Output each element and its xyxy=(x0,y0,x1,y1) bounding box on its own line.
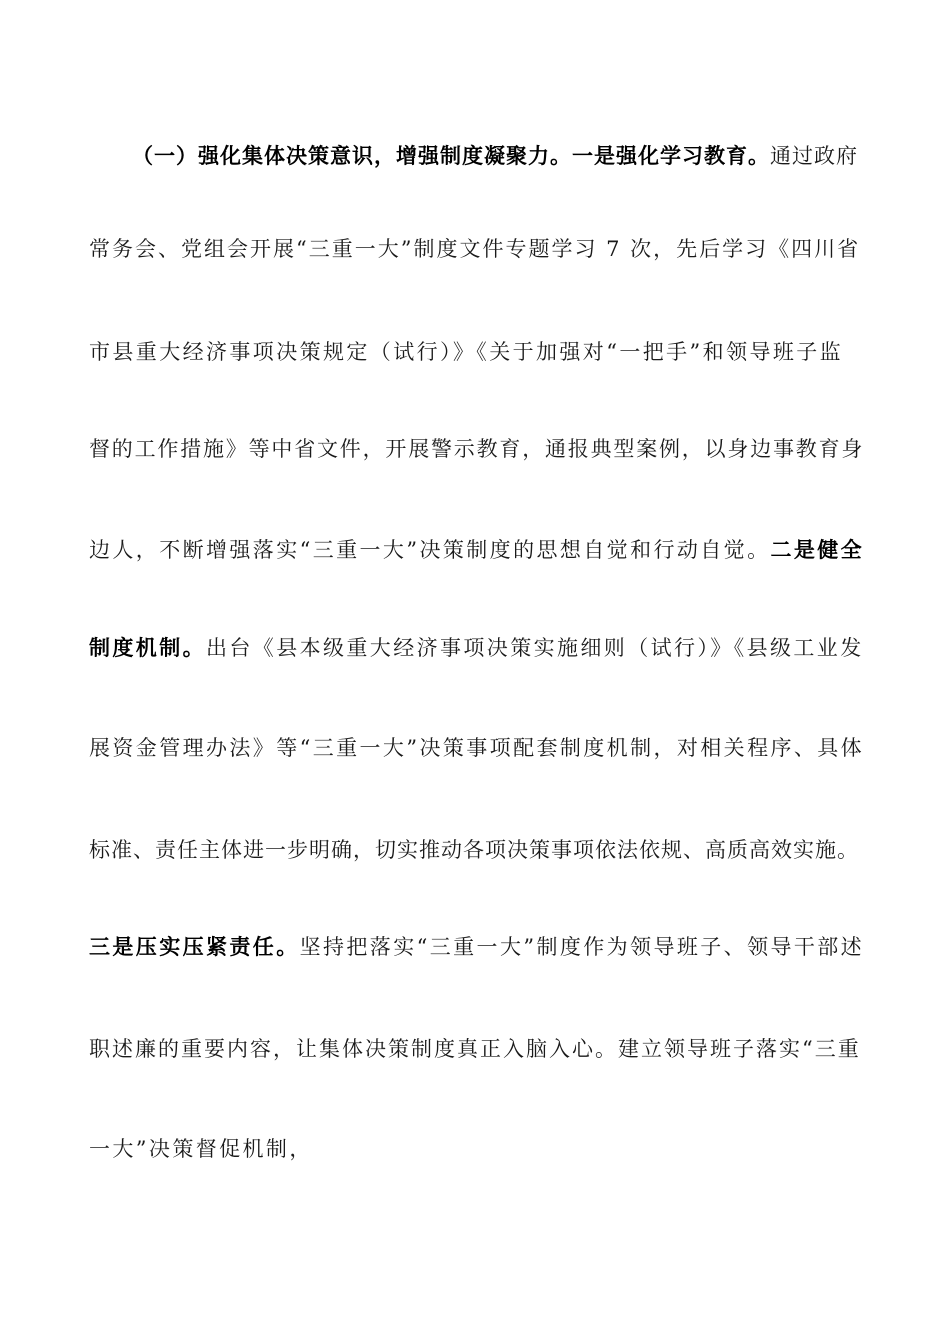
text-run: 职述廉的重要内容，让集体决策制度真正入脑入心。建立领导班子落实“三重 xyxy=(89,1037,861,1061)
text-line-9 xyxy=(89,931,864,963)
text-run: 坚持把落实“三重一大”制度作为领导班子、领导干部述 xyxy=(299,935,865,959)
text-run: 出台《县本级重大经济事项决策实施细则（试行）》《县级工业发 xyxy=(206,636,864,660)
text-run: 边人，不断增强落实“三重一大”决策制度的思想自觉和行动自觉。 xyxy=(89,538,771,562)
text-run: 督的工作措施》等中省文件，开展警示教育，通报典型案例，以身边事教育身 xyxy=(89,437,865,461)
text-line-6 xyxy=(89,632,864,664)
text-run: 通过政府 xyxy=(770,144,858,168)
text-line-1 xyxy=(132,140,864,172)
text-line-4 xyxy=(89,433,864,465)
text-line-7 xyxy=(89,732,864,764)
text-line-5 xyxy=(89,534,864,566)
text-line-8 xyxy=(89,834,864,866)
subheading-two: 二是健全 xyxy=(770,537,865,562)
text-run: 一大”决策督促机制， xyxy=(89,1137,313,1161)
text-run: 常务会、党组会开展“三重一大”制度文件专题学习 7 次，先后学习《四川省 xyxy=(89,237,861,261)
text-line-2 xyxy=(89,233,864,265)
text-run: 标准、责任主体进一步明确，切实推动各项决策事项依法依规、高质高效实施。 xyxy=(89,838,859,862)
subheading-two-cont: 制度机制。 xyxy=(89,635,206,660)
text-line-11 xyxy=(89,1133,864,1165)
text-line-3 xyxy=(89,336,864,368)
text-run: 市县重大经济事项决策规定（试行）》《关于加强对“一把手”和领导班子监 xyxy=(89,340,844,364)
section-heading: （一）强化集体决策意识，增强制度凝聚力。一是强化学习教育。 xyxy=(132,143,770,168)
text-line-10 xyxy=(89,1033,864,1065)
text-run: 展资金管理办法》等“三重一大”决策事项配套制度机制，对相关程序、具体 xyxy=(89,736,865,760)
subheading-three: 三是压实压紧责任。 xyxy=(89,934,300,959)
